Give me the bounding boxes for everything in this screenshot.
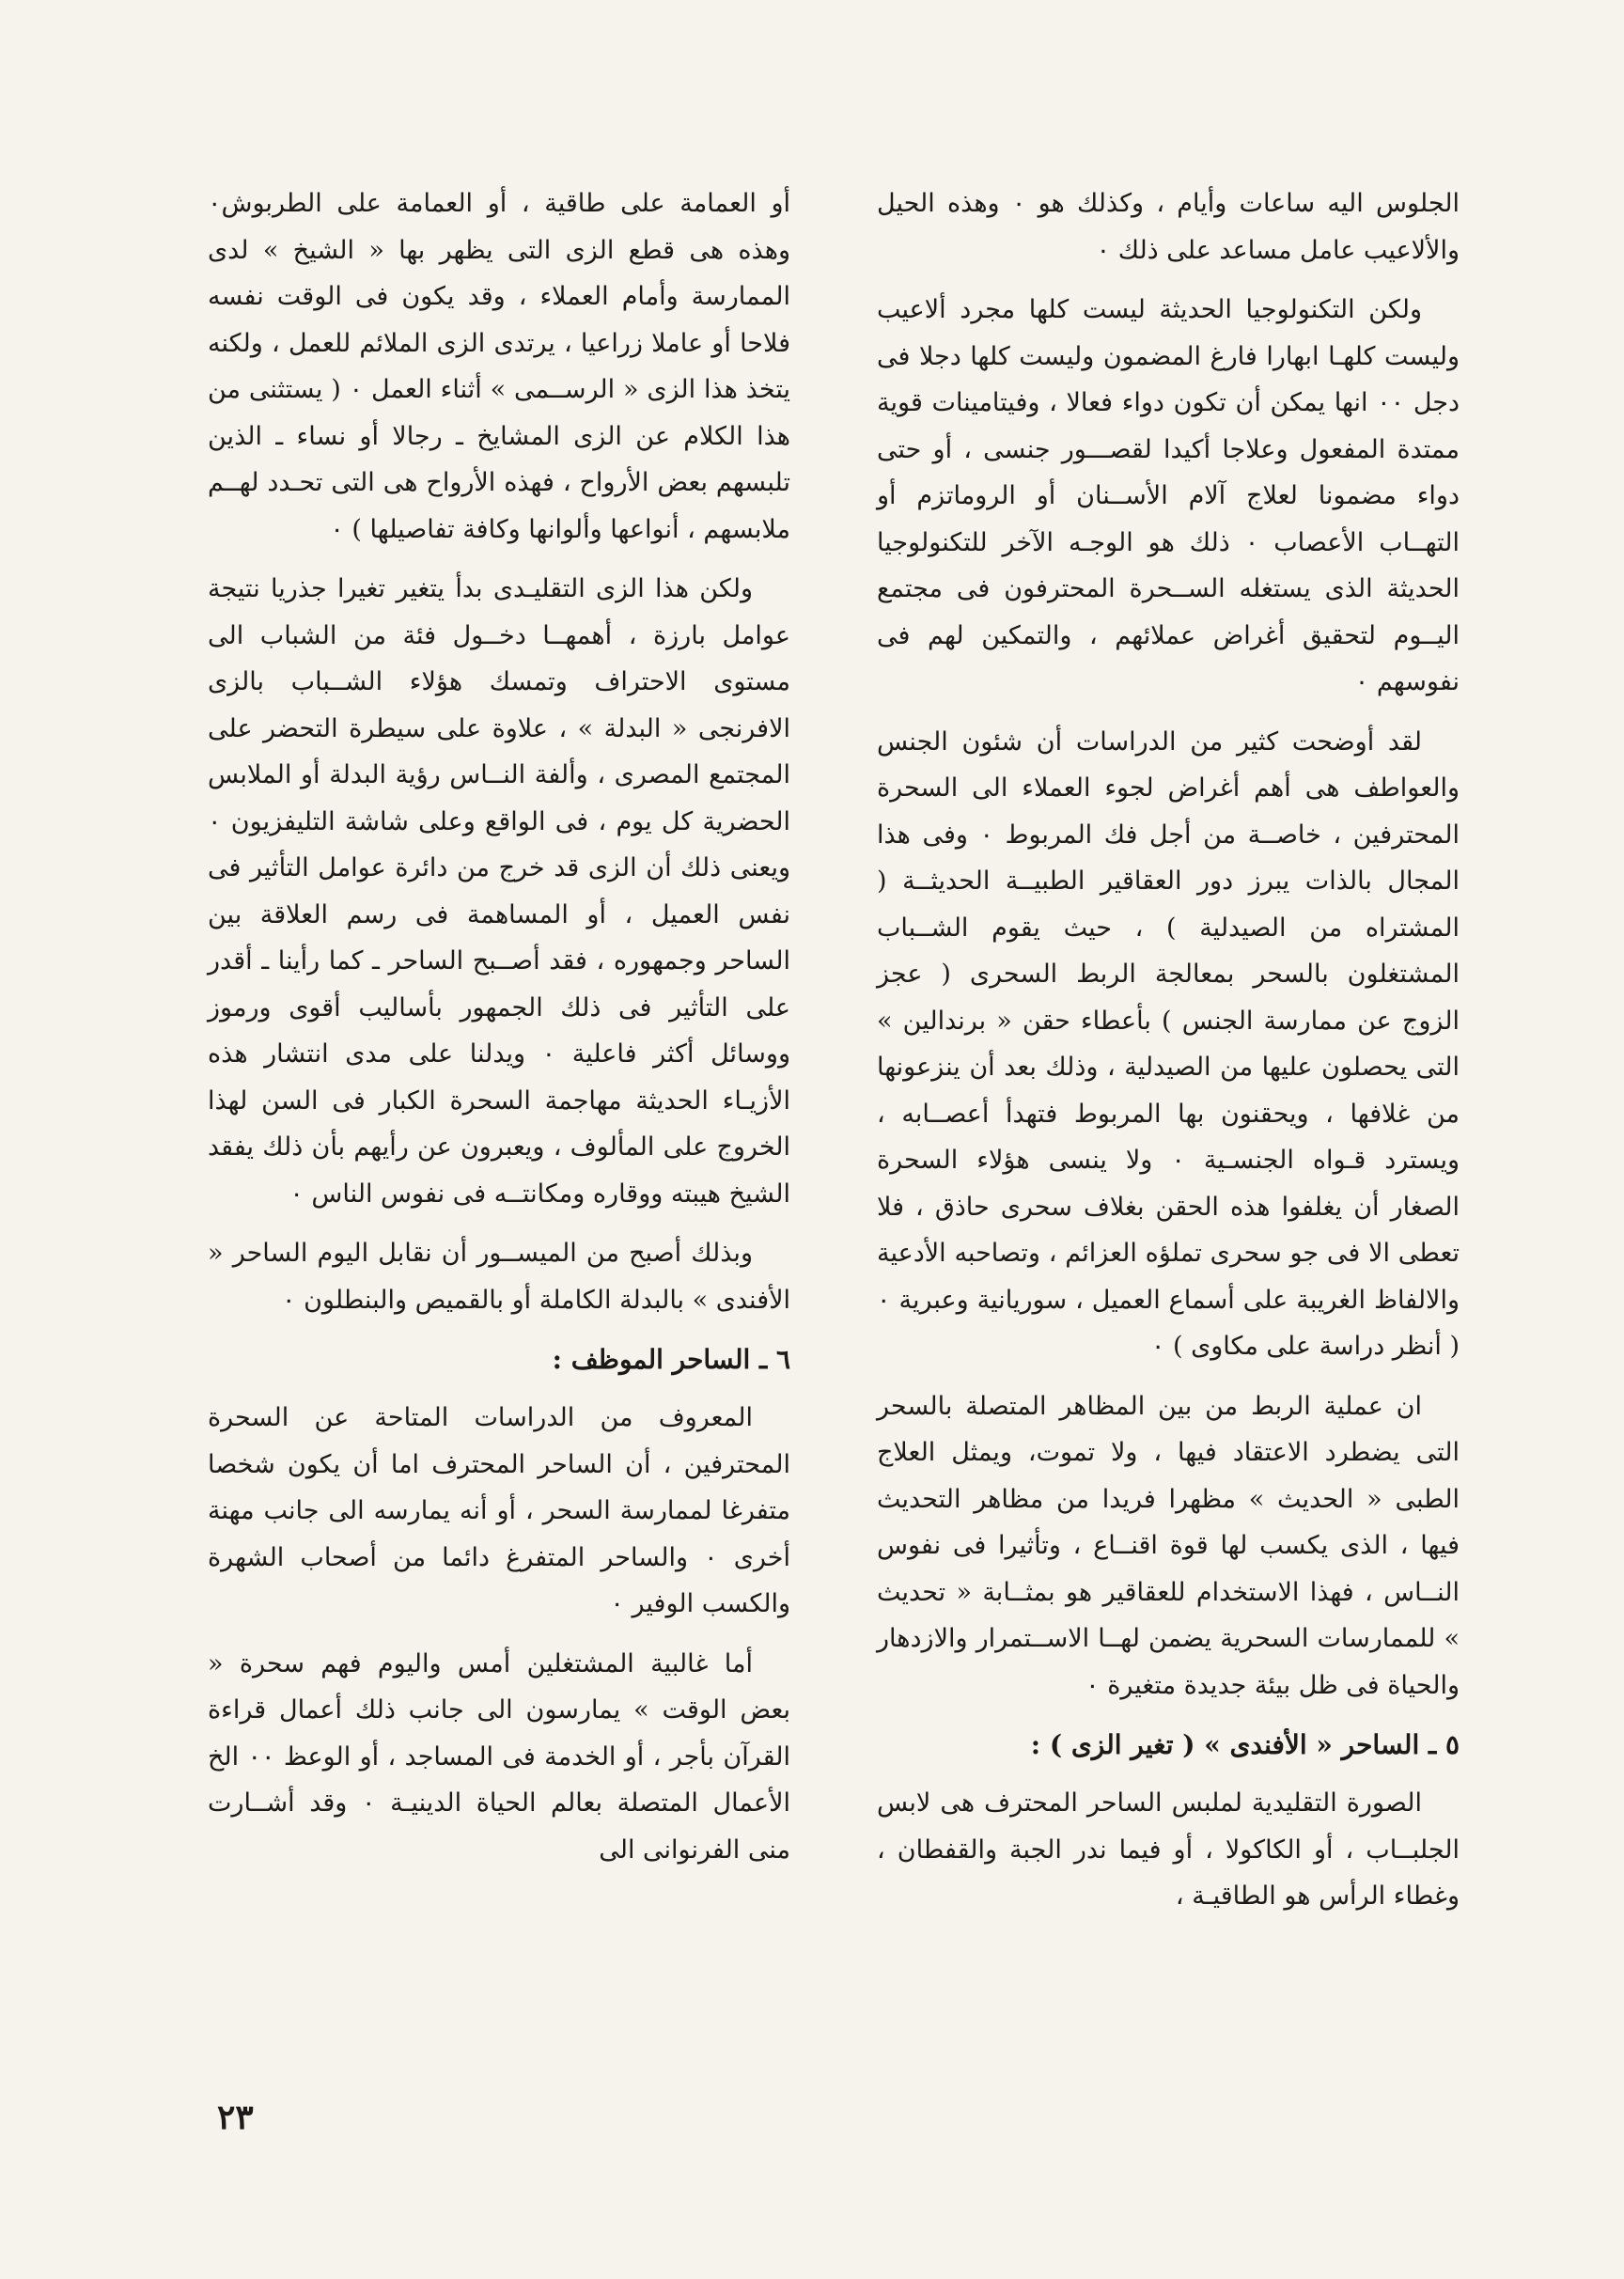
- section-heading: ٦ ـ الساحر الموظف :: [552, 1344, 790, 1375]
- paragraph: الجلوس اليه ساعات وأيام ، وكذلك هو ٠ وهذه الحيل والألاعيب عامل مساعد على ذلك ٠: [877, 189, 1460, 265]
- section-heading: ٥ ـ الساحر « الأفندى » ( تغير الزى ) :: [1030, 1729, 1460, 1760]
- paragraph: أو العمامة على طاقية ، أو العمامة على الطربوش٠ وهذه هى قطع الزى التى يظهر بها « الشيخ » لدى الممارسة وأمام العملاء ، وقد يكون فى الوقت نفسه فلاحا أو عاملا زراعيا ، يرتدى الزى الملائم للعمل ، ولكنه يتخذ هذا الزى « الرســمى » أثناء العمل ٠ ( يستثنى من هذا الكلام عن الزى المشايخ ـ رجالا أو نساء ـ الذين تلبسهم بعض الأرواح ، فهذه الأرواح هى التى تحـدد لهــم ملابسهم ، أنواعها وألوانها وكافة تفاصيلها ) ٠: [208, 189, 790, 544]
- left-column: [208, 180, 790, 1886]
- paragraph: وبذلك أصبح من الميســور أن نقابل اليوم الساحر « الأفندى » بالبدلة الكاملة أو بالقميص والبنطلون ٠: [208, 1239, 790, 1315]
- paragraph: ان عملية الربط من بين المظاهر المتصلة بالسحر التى يضطرد الاعتقاد فيها ، ولا تموت، ويمثل العلاج الطبى « الحديث » مظهرا فريدا من مظاهر التحديث فيها ، الذى يكسب لها قوة اقنــاع ، وتأثيرا فى نفوس النــاس ، فهذا الاستخدام للعقاقير هو بمثــابة « تحديث » للممارسات السحرية يضمن لهــا الاســتمرار والازدهار والحياة فى ظل بيئة جديدة متغيرة ٠: [877, 1391, 1460, 1700]
- paragraph: أما غالبية المشتغلين أمس واليوم فهم سحرة « بعض الوقت » يمارسون الى جانب ذلك أعمال قراءة القرآن بأجر ، أو الخدمة فى المساجد ، أو الوعظ ٠٠ الخ الأعمال المتصلة بعالم الحياة الدينيـة ٠ وقد أشــارت منى الفرنوانى الى: [208, 1648, 790, 1865]
- paragraph: الصورة التقليدية لملبس الساحر المحترف هى لابس الجلبــاب ، أو الكاكولا ، أو فيما ندر الجبة والقفطان ، وغطاء الرأس هو الطاقيـة ،: [877, 1788, 1460, 1911]
- paragraph: لقد أوضحت كثير من الدراسات أن شئون الجنس والعواطف هى أهم أغراض لجوء العملاء الى السحرة المحترفين ، خاصــة من أجل فك المربوط ٠ وفى هذا المجال بالذات يبرز دور العقاقير الطبيــة الحديثــة ( المشتراه من الصيدلية ) ، حيث يقوم الشــباب المشتغلون بالسحر بمعالجة الربط السحرى ( عجز الزوج عن ممارسة الجنس ) بأعطاء حقن « برندالين » التى يحصلون عليها من الصيدلية ، وذلك بعد أن ينزعونها من غلافها ، ويحقنون بها المربوط فتهدأ أعصــابه ، ويسترد قـواه الجنسـية ٠ ولا ينسى هؤلاء السحرة الصغار أن يغلفوا هذه الحقن بغلاف سحرى حاذق ، فلا تعطى الا فى جو سحرى تملؤه العزائم ، وتصاحبه الأدعية والالفاظ الغريبة على أسماع العميل ، سوريانية وعبرية ٠ ( أنظر دراسة على مكاوى ) ٠: [877, 726, 1460, 1361]
- paragraph: ولكن هذا الزى التقليـدى بدأ يتغير تغيرا جذريا نتيجة عوامل بارزة ، أهمهــا دخــول فئة من الشباب الى مستوى الاحتراف وتمسك هؤلاء الشــباب بالزى الافرنجى « البدلة » ، علاوة على سيطرة التحضر على المجتمع المصرى ، وألفة النــاس رؤية البدلة أو الملابس الحضرية كل يوم ، فى الواقع وعلى شاشة التليفزيون ٠ ويعنى ذلك أن الزى قد خرج من دائرة عوامل التأثير فى نفس العميل ، أو المساهمة فى رسم العلاقة بين الساحر وجمهوره ، فقد أصــبح الساحر ـ كما رأينا ـ أقدر على التأثير فى ذلك الجمهور بأساليب أقوى ورموز ووسائل أكثر فاعلية ٠ ويدلنا على مدى انتشار هذه الأزيـاء الحديثة مهاجمة السحرة الكبار فى السن لهذا الخروج على المألوف ، ويعبرون عن رأيهم بأن ذلك يفقد الشيخ هيبته ووقاره ومكانتــه فى نفوس الناس ٠: [208, 574, 790, 1209]
- paragraph: المعروف من الدراسات المتاحة عن السحرة المحترفين ، أن الساحر المحترف اما أن يكون شخصا متفرغا لممارسة السحر ، أو أنه يمارسه الى جانب مهنة أخرى ٠ والساحر المتفرغ دائما من أصحاب الشهرة والكسب الوفير ٠: [208, 1403, 790, 1618]
- page-number: ٢٣: [217, 2098, 254, 2137]
- paragraph: ولكن التكنولوجيا الحديثة ليست كلها مجرد ألاعيب وليست كلهـا ابهارا فارغ المضمون وليست كلها دجلا فى دجل ٠٠ انها يمكن أن تكون دواء فعالا ، وفيتامينات قوية ممتدة المفعول وعلاجا أكيدا لقصـــور جنسى ، أو حتى دواء مضمونا لعلاج آلام الأســنان أو الروماتزم أو التهــاب الأعصاب ٠ ذلك هو الوجـه الآخر للتكنولوجيا الحديثة الذى يستغله الســحرة المحترفون فى مجتمع اليــوم لتحقيق أغراض عملائهم ، والتمكين لهم فى نفوسهم ٠: [877, 295, 1460, 696]
- right-column: [877, 180, 1460, 1933]
